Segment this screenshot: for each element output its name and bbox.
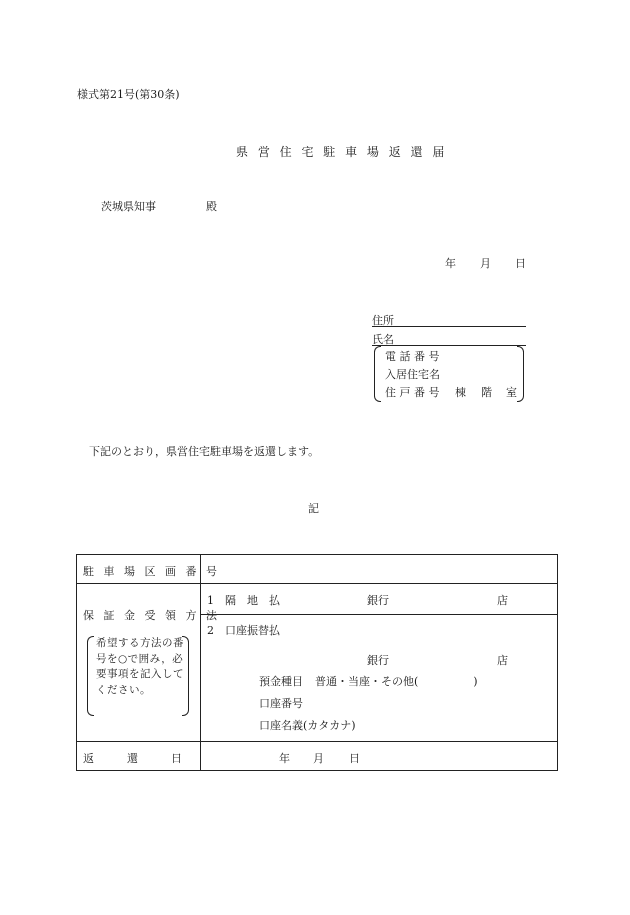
return-form-table [76, 554, 558, 771]
addressee-name: 茨城県知事 [101, 200, 156, 213]
option2-label: 2 口座振替払 [207, 624, 280, 637]
date-day-label: 日 [515, 257, 526, 270]
room-label: 室 [506, 386, 517, 399]
name-label: 氏名 [372, 333, 394, 346]
deposit-type-label: 預金種目 [259, 675, 303, 688]
address-field[interactable] [372, 312, 526, 327]
account-number-label: 口座番号 [259, 697, 303, 710]
return-month-label: 月 [313, 752, 324, 765]
page-title: 県 営 住 宅 駐 車 場 返 還 届 [236, 145, 448, 159]
statement-text: 下記のとおり，県営住宅駐車場を返還します。 [89, 445, 320, 458]
unit-label: 住 戸 番 号 [385, 386, 440, 399]
option2-block[interactable] [201, 615, 557, 741]
ki-heading: 記 [308, 502, 319, 515]
table-row [77, 742, 558, 771]
bracket-left [87, 636, 94, 716]
bank2-label: 銀行 [367, 654, 389, 667]
option1-label: 1 隔 地 払 [207, 594, 280, 607]
account-name-label: 口座名義(カタカナ) [259, 719, 356, 732]
instruction-bracket [87, 636, 189, 714]
phone-label: 電 話 番 号 [385, 350, 440, 363]
date-year-label: 年 [445, 257, 456, 270]
parking-space-input[interactable] [201, 555, 558, 584]
name-field[interactable] [372, 331, 526, 346]
bracket-right [517, 346, 524, 402]
branch1-label: 店 [497, 594, 508, 607]
instruction-note: 希望する方法の番号を○で囲み，必要事項を記入してください。 [96, 637, 184, 696]
building-label: 棟 [455, 386, 466, 399]
floor-label: 階 [481, 386, 492, 399]
option1-row[interactable] [201, 584, 557, 615]
return-day-label: 日 [349, 752, 360, 765]
form-number: 様式第21号(第30条) [77, 88, 180, 101]
row-label-cell [77, 742, 201, 771]
parking-space-label: 駐 車 場 区 画 番 号 [83, 565, 220, 578]
bracket-left [374, 346, 381, 402]
bank1-label: 銀行 [367, 594, 389, 607]
deposit-method-cell [201, 584, 558, 742]
addressee-honorific: 殿 [206, 200, 217, 213]
date-month-label: 月 [480, 257, 491, 270]
row-label-cell [77, 555, 220, 584]
table-row [77, 584, 558, 742]
contact-bracket [374, 346, 524, 400]
residence-label: 入居住宅名 [385, 368, 440, 381]
branch2-label: 店 [497, 654, 508, 667]
table-row [77, 555, 558, 584]
return-year-label: 年 [279, 752, 290, 765]
row-label-cell [77, 584, 220, 742]
address-label: 住所 [372, 314, 394, 327]
deposit-type-choices: 普通・当座・その他( ) [315, 675, 478, 688]
return-date-input[interactable] [201, 742, 558, 771]
deposit-method-label: 保 証 金 受 領 方 法 [83, 609, 220, 622]
return-date-label: 返 還 日 [83, 752, 182, 765]
